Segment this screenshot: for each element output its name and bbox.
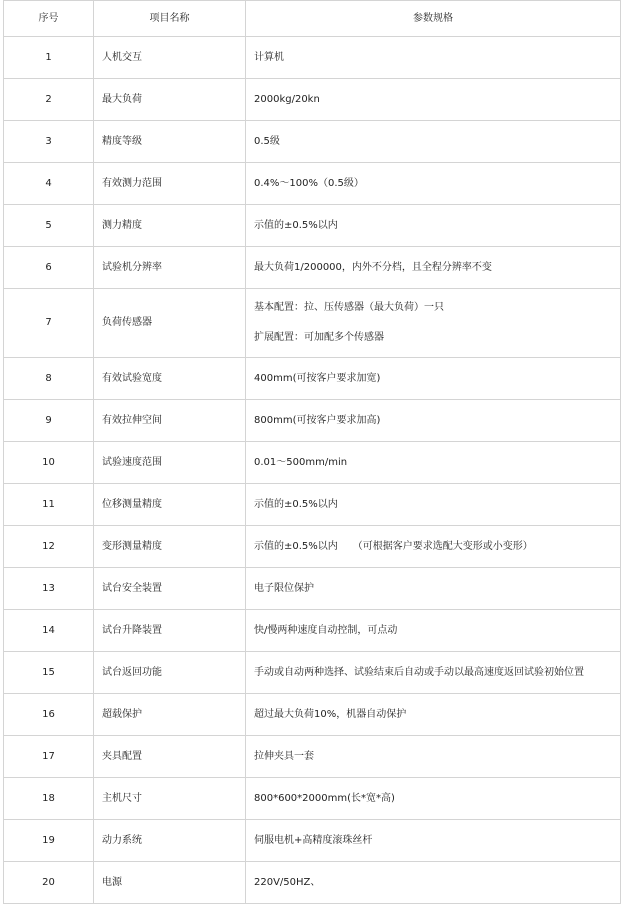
table-row (4, 568, 621, 610)
item-spec: 0.5级 (246, 121, 621, 163)
table-header-row (4, 1, 621, 37)
item-spec: 220V/50HZ、 (246, 862, 621, 904)
item-spec: 800mm(可按客户要求加高) (246, 400, 621, 442)
row-number: 11 (4, 484, 94, 526)
item-spec (246, 289, 621, 358)
table-row (4, 694, 621, 736)
item-spec-line: 扩展配置：可加配多个传感器 (254, 332, 384, 343)
item-spec: 快/慢两种速度自动控制，可点动 (246, 610, 621, 652)
row-number: 8 (4, 358, 94, 400)
table-row (4, 484, 621, 526)
table-row (4, 37, 621, 79)
item-name: 最大负荷 (94, 79, 246, 121)
item-name: 精度等级 (94, 121, 246, 163)
item-name: 负荷传感器 (94, 289, 246, 358)
item-name: 测力精度 (94, 205, 246, 247)
table-row (4, 400, 621, 442)
item-spec: 手动或自动两种选择、试验结束后自动或手动以最高速度返回试验初始位置 (246, 652, 621, 694)
table-row (4, 163, 621, 205)
table-row (4, 652, 621, 694)
row-number: 16 (4, 694, 94, 736)
item-spec: 拉伸夹具一套 (246, 736, 621, 778)
item-spec: 电子限位保护 (246, 568, 621, 610)
row-number: 10 (4, 442, 94, 484)
header-spec: 参数规格 (246, 1, 621, 37)
item-name: 试台安全装置 (94, 568, 246, 610)
table-row (4, 121, 621, 163)
item-spec-line: 基本配置：拉、压传感器（最大负荷）一只 (254, 302, 444, 313)
table-row (4, 526, 621, 568)
item-spec: 示值的±0.5%以内 （可根据客户要求选配大变形或小变形） (246, 526, 621, 568)
row-number: 5 (4, 205, 94, 247)
item-spec: 超过最大负荷10%，机器自动保护 (246, 694, 621, 736)
item-name: 主机尺寸 (94, 778, 246, 820)
row-number: 20 (4, 862, 94, 904)
item-spec: 800*600*2000mm(长*宽*高) (246, 778, 621, 820)
table-row (4, 736, 621, 778)
row-number: 15 (4, 652, 94, 694)
item-spec: 0.01～500mm/min (246, 442, 621, 484)
item-name: 人机交互 (94, 37, 246, 79)
row-number: 18 (4, 778, 94, 820)
item-name: 试验速度范围 (94, 442, 246, 484)
item-spec: 计算机 (246, 37, 621, 79)
table-row (4, 205, 621, 247)
item-name: 超载保护 (94, 694, 246, 736)
row-number: 17 (4, 736, 94, 778)
item-spec: 400mm(可按客户要求加宽) (246, 358, 621, 400)
item-spec: 示值的±0.5%以内 (246, 484, 621, 526)
item-spec: 2000kg/20kn (246, 79, 621, 121)
row-number: 12 (4, 526, 94, 568)
table-row (4, 820, 621, 862)
item-spec: 最大负荷1/200000，内外不分档，且全程分辨率不变 (246, 247, 621, 289)
row-number: 3 (4, 121, 94, 163)
table-row (4, 247, 621, 289)
row-number: 13 (4, 568, 94, 610)
row-number: 14 (4, 610, 94, 652)
item-name: 试验机分辨率 (94, 247, 246, 289)
table-row (4, 79, 621, 121)
item-name: 有效测力范围 (94, 163, 246, 205)
item-name: 有效拉伸空间 (94, 400, 246, 442)
item-name: 试台升降装置 (94, 610, 246, 652)
row-number: 2 (4, 79, 94, 121)
row-number: 6 (4, 247, 94, 289)
header-name: 项目名称 (94, 1, 246, 37)
item-name: 变形测量精度 (94, 526, 246, 568)
item-name: 位移测量精度 (94, 484, 246, 526)
item-spec: 伺服电机+高精度滚珠丝杆 (246, 820, 621, 862)
table-row (4, 862, 621, 904)
table-row (4, 610, 621, 652)
table-row (4, 289, 621, 358)
header-no: 序号 (4, 1, 94, 37)
row-number: 9 (4, 400, 94, 442)
item-name: 动力系统 (94, 820, 246, 862)
item-name: 夹具配置 (94, 736, 246, 778)
table-row (4, 778, 621, 820)
item-spec: 0.4%～100%（0.5级） (246, 163, 621, 205)
spec-table (3, 0, 621, 904)
row-number: 1 (4, 37, 94, 79)
row-number: 7 (4, 289, 94, 358)
item-spec: 示值的±0.5%以内 (246, 205, 621, 247)
item-name: 有效试验宽度 (94, 358, 246, 400)
item-name: 试台返回功能 (94, 652, 246, 694)
row-number: 4 (4, 163, 94, 205)
table-row (4, 442, 621, 484)
row-number: 19 (4, 820, 94, 862)
table-row (4, 358, 621, 400)
item-name: 电源 (94, 862, 246, 904)
